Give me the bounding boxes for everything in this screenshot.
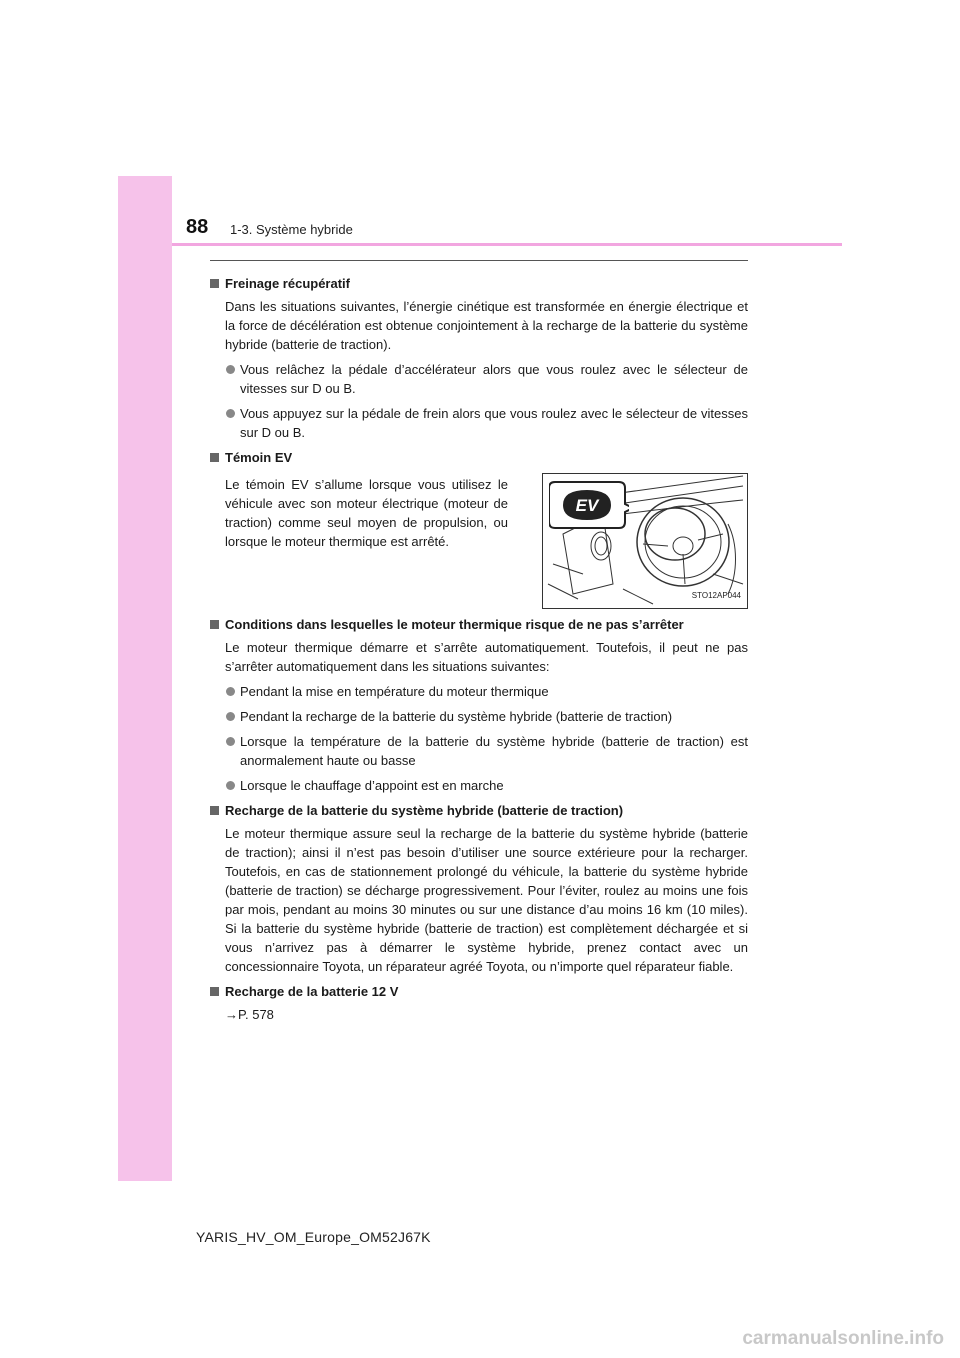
section-title: 1-3. Système hybride (230, 222, 353, 237)
heading-recharge: Recharge de la batterie du système hybride (batterie de traction) (210, 801, 748, 820)
bullets-regen (210, 360, 748, 442)
list-item: Pendant la recharge de la batterie du système hybride (batterie de traction) (210, 707, 748, 726)
list-item: Lorsque le chauffage d’appoint est en marche (210, 776, 748, 795)
ev-badge-icon (549, 478, 629, 532)
list-item: Lorsque la température de la batterie du système hybride (batterie de traction) est anormalement haute ou basse (210, 732, 748, 770)
heading-regen: Freinage récupératif (210, 274, 748, 293)
footer-model-code: YARIS_HV_OM_Europe_OM52J67K (196, 1229, 431, 1245)
para-conditions: Le moteur thermique démarre et s’arrête automatiquement. Toutefois, il peut ne pas s’arrêter automatiquement dans les situations suivantes: (225, 640, 748, 674)
heading-ev: Témoin EV (210, 448, 748, 467)
list-item: Vous appuyez sur la pédale de frein alors que vous roulez avec le sélecteur de vitesses sur D ou B. (210, 404, 748, 442)
section-ev (210, 448, 748, 609)
ev-row (210, 473, 748, 609)
page-number: 88 (186, 216, 209, 238)
section-recharge (210, 801, 748, 976)
page-reference-link[interactable]: →P. 578 (225, 1007, 274, 1022)
watermark: carmanualsonline.info (742, 1328, 944, 1349)
para-regen: Dans les situations suivantes, l’énergie cinétique est transformée en énergie électrique et la force de décélération est obtenue conjointement à la recharge de la batterie du système hybride (batterie de traction). (225, 299, 748, 352)
ev-indicator-figure (542, 473, 748, 609)
para-recharge: Le moteur thermique assure seul la recharge de la batterie du système hybride (batterie de traction); ainsi il n’est pas besoin d’utiliser une source extérieure pour la recharger. Toutefois, en cas de stationnement prolongé du véhicule, la batterie du système hybride (batterie de traction) se décharge progressivement. Pour l’éviter, roulez au moins une fois par mois, pendant au moins 30 minutes ou sur une distance d’au moins 16 km (10 miles). Si la batterie du système hybride (batterie de traction) est complètement déchargée et si vous n’arrivez pas à démarrer le système hybride, prenez contact avec un concessionnaire Toyota, un réparateur agréé Toyota, ou n’importe quel réparateur fiable. (225, 826, 748, 974)
list-item: Vous relâchez la pédale d’accélérateur alors que vous roulez avec le sélecteur de vitesses sur D ou B. (210, 360, 748, 398)
heading-battery12: Recharge de la batterie 12 V (210, 982, 748, 1001)
page-content (210, 268, 748, 1037)
para-ev: Le témoin EV s’allume lorsque vous utilisez le véhicule avec son moteur électrique (moteur de traction) comme seul moyen de propulsion, ou lorsque le moteur thermique est arrêté. (225, 477, 508, 549)
chapter-sidebar-tab (118, 176, 172, 1181)
list-item: Pendant la mise en température du moteur thermique (210, 682, 748, 701)
content-rule (210, 260, 748, 261)
header-rule (172, 243, 842, 246)
section-conditions (210, 615, 748, 795)
ev-badge-label: EV (575, 496, 599, 515)
section-battery12 (210, 982, 748, 1024)
figure-id: STO12AP044 (691, 591, 741, 600)
section-regen (210, 274, 748, 442)
bullets-conditions (210, 682, 748, 795)
heading-conditions: Conditions dans lesquelles le moteur thermique risque de ne pas s’arrêter (210, 615, 748, 634)
